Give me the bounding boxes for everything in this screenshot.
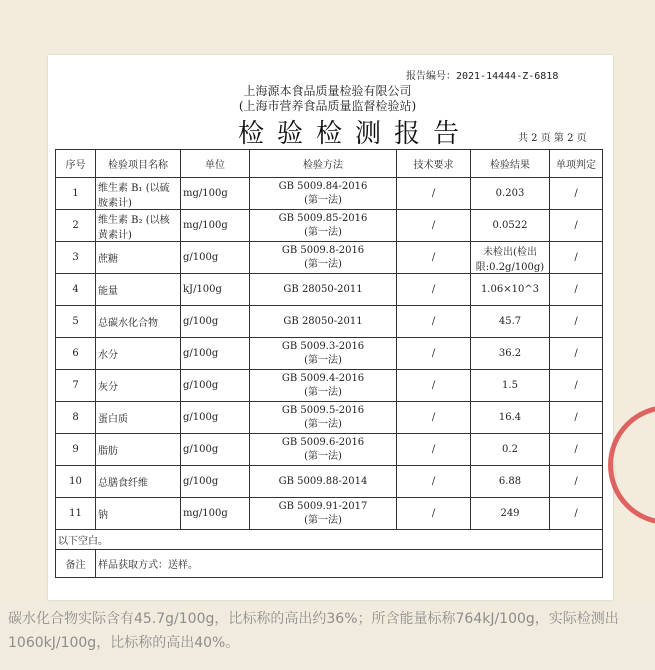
row-method <box>250 466 397 498</box>
table-row <box>56 338 603 370</box>
row-item: 维生素 B₁ (以硫胺素计) <box>96 178 181 210</box>
table-row <box>56 306 603 338</box>
row-judgement: / <box>550 434 603 466</box>
row-item: 水分 <box>96 338 181 370</box>
table-row <box>56 210 603 242</box>
row-requirement: / <box>397 402 471 434</box>
row-method <box>250 370 397 402</box>
row-method <box>250 274 397 306</box>
row-number: 11 <box>56 498 96 530</box>
row-requirement: / <box>397 210 471 242</box>
row-requirement: / <box>397 274 471 306</box>
row-unit: g/100g <box>181 370 250 402</box>
blank-note-row <box>56 530 603 550</box>
news-caption: 碳水化合物实际含有45.7g/100g，比标称的高出约36%；所含能量标称764kJ/100g，实际检测出1060kJ/100g，比标称的高出40%。 <box>8 611 619 651</box>
row-unit: g/100g <box>181 434 250 466</box>
method-standard: GB 5009.8-2016 <box>281 244 365 256</box>
blank-note: 以下空白。 <box>56 530 603 550</box>
row-requirement: / <box>397 466 471 498</box>
header-method: 检验方法 <box>250 150 397 178</box>
row-requirement: / <box>397 338 471 370</box>
row-result: 0.0522 <box>471 210 550 242</box>
method-note: (第一法) <box>304 258 342 270</box>
row-number: 1 <box>56 178 96 210</box>
table-row <box>56 178 603 210</box>
row-requirement: / <box>397 178 471 210</box>
header-no: 序号 <box>56 150 96 178</box>
row-item: 脂肪 <box>96 434 181 466</box>
method-note: (第一法) <box>304 386 342 398</box>
row-number: 5 <box>56 306 96 338</box>
row-item: 总膳食纤维 <box>96 466 181 498</box>
row-number: 10 <box>56 466 96 498</box>
row-method <box>250 402 397 434</box>
station-name: (上海市营养食品质量监督检验站) <box>238 99 417 113</box>
row-item: 灰分 <box>96 370 181 402</box>
method-note: (第一法) <box>304 194 342 206</box>
method-standard: GB 5009.6-2016 <box>281 436 365 448</box>
method-standard: GB 28050-2011 <box>283 315 363 327</box>
row-result: 0.2 <box>471 434 550 466</box>
row-item: 钠 <box>96 498 181 530</box>
row-method <box>250 178 397 210</box>
row-number: 3 <box>56 242 96 274</box>
header-unit: 单位 <box>181 150 250 178</box>
header-item: 检验项目名称 <box>96 150 181 178</box>
table-row <box>56 274 603 306</box>
method-standard: GB 28050-2011 <box>283 283 363 295</box>
method-note: (第一法) <box>304 514 342 526</box>
row-requirement: / <box>397 434 471 466</box>
method-standard: GB 5009.3-2016 <box>281 340 365 352</box>
row-item: 维生素 B₂ (以核黄素计) <box>96 210 181 242</box>
remark-row <box>56 550 603 578</box>
table-row <box>56 370 603 402</box>
row-number: 6 <box>56 338 96 370</box>
row-unit: mg/100g <box>181 498 250 530</box>
row-unit: g/100g <box>181 402 250 434</box>
row-result: 45.7 <box>471 306 550 338</box>
row-item: 总碳水化合物 <box>96 306 181 338</box>
row-unit: g/100g <box>181 242 250 274</box>
row-requirement: / <box>397 306 471 338</box>
method-standard: GB 5009.91-2017 <box>278 500 368 512</box>
row-number: 9 <box>56 434 96 466</box>
method-note: (第一法) <box>304 418 342 430</box>
table-header-row <box>56 150 603 178</box>
row-judgement: / <box>550 274 603 306</box>
row-requirement: / <box>397 370 471 402</box>
company-name: 上海源本食品质量检验有限公司 <box>243 84 412 98</box>
remark-label: 备注 <box>56 550 96 578</box>
row-unit: kJ/100g <box>181 274 250 306</box>
row-method <box>250 306 397 338</box>
row-item: 蛋白质 <box>96 402 181 434</box>
row-requirement: / <box>397 498 471 530</box>
report-title: 检验检测报告 <box>238 119 473 149</box>
row-judgement: / <box>550 466 603 498</box>
row-judgement: / <box>550 178 603 210</box>
row-number: 2 <box>56 210 96 242</box>
row-number: 8 <box>56 402 96 434</box>
table-row <box>56 498 603 530</box>
method-standard: GB 5009.85-2016 <box>278 212 368 224</box>
page-count: 共 2 页 第 2 页 <box>518 133 587 144</box>
method-standard: GB 5009.84-2016 <box>278 180 368 192</box>
header-result: 检验结果 <box>471 150 550 178</box>
method-note: (第一法) <box>304 226 342 238</box>
row-method <box>250 338 397 370</box>
row-method <box>250 498 397 530</box>
row-judgement: / <box>550 498 603 530</box>
method-standard: GB 5009.4-2016 <box>281 372 365 384</box>
method-note: (第一法) <box>304 450 342 462</box>
method-standard: GB 5009.5-2016 <box>281 404 365 416</box>
table-row <box>56 466 603 498</box>
row-number: 4 <box>56 274 96 306</box>
row-judgement: / <box>550 306 603 338</box>
row-judgement: / <box>550 338 603 370</box>
method-note: (第一法) <box>304 354 342 366</box>
row-item: 能量 <box>96 274 181 306</box>
row-unit: g/100g <box>181 306 250 338</box>
header-judgement: 单项判定 <box>550 150 603 178</box>
row-judgement: / <box>550 370 603 402</box>
row-judgement: / <box>550 402 603 434</box>
table-row <box>56 402 603 434</box>
row-requirement: / <box>397 242 471 274</box>
row-method <box>250 434 397 466</box>
row-result: 1.5 <box>471 370 550 402</box>
row-judgement: / <box>550 242 603 274</box>
row-unit: mg/100g <box>181 178 250 210</box>
row-result: 1.06×10^3 <box>471 274 550 306</box>
row-method <box>250 210 397 242</box>
row-number: 7 <box>56 370 96 402</box>
row-item: 蔗糖 <box>96 242 181 274</box>
table-row <box>56 242 603 274</box>
row-unit: g/100g <box>181 466 250 498</box>
method-standard: GB 5009.88-2014 <box>278 475 368 487</box>
row-result: 36.2 <box>471 338 550 370</box>
row-judgement: / <box>550 210 603 242</box>
row-unit: mg/100g <box>181 210 250 242</box>
results-table <box>55 149 603 578</box>
report-number: 报告编号：2021-14444-Z-6818 <box>406 71 559 82</box>
row-result: 249 <box>471 498 550 530</box>
row-result: 0.203 <box>471 178 550 210</box>
table-row <box>56 434 603 466</box>
remark-text: 样品获取方式：送样。 <box>96 550 603 578</box>
row-result: 16.4 <box>471 402 550 434</box>
row-result: 6.88 <box>471 466 550 498</box>
row-unit: g/100g <box>181 338 250 370</box>
header-requirement: 技术要求 <box>397 150 471 178</box>
row-method <box>250 242 397 274</box>
row-result: 未检出(检出限:0.2g/100g) <box>471 242 550 274</box>
